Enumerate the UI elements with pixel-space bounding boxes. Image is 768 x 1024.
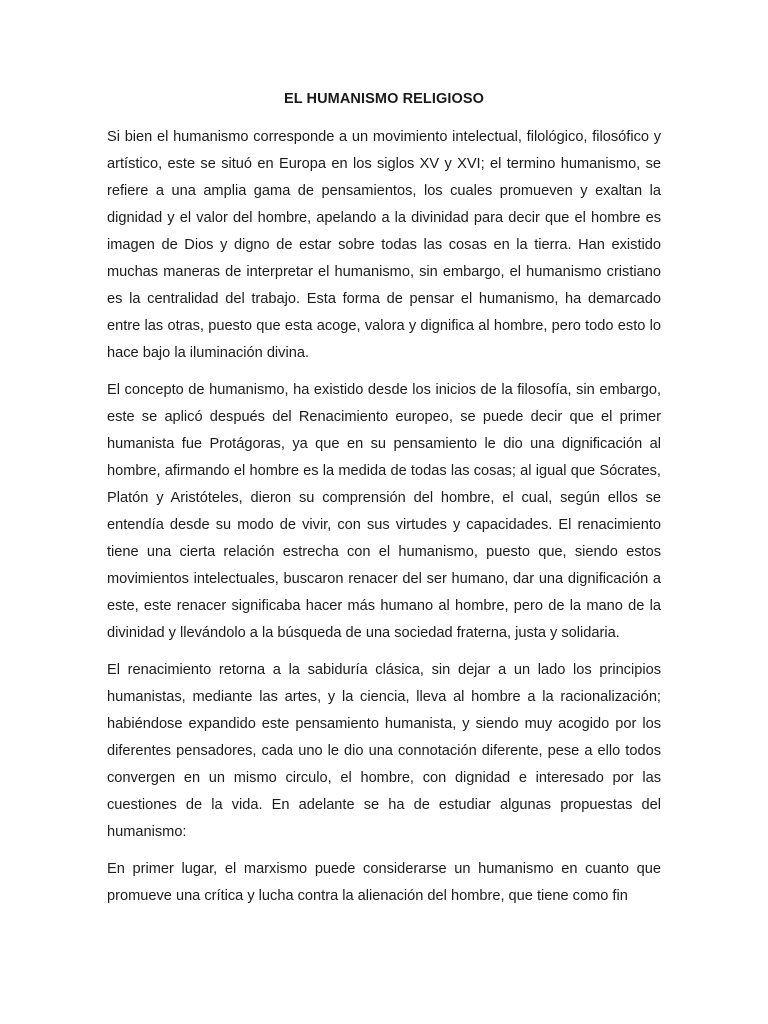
paragraph-4: En primer lugar, el marxismo puede considerarse un humanismo en cuanto que promueve una crítica y lucha contra la alienación del hombre, que tiene como fin: [107, 861, 661, 904]
document-body: [107, 124, 661, 920]
paragraph-3: El renacimiento retorna a la sabiduría clásica, sin dejar a un lado los principios humanistas, mediante las artes, y la ciencia, lleva al hombre a la racionalización; habiéndose expandido este pensamiento humanista, y siendo muy acogido por los diferentes pensadores, cada uno le dio una connotación diferente, pese a ello todos convergen en un mismo circulo, el hombre, con dignidad e interesado por las cuestiones de la vida. En adelante se ha de estudiar algunas propuestas del humanismo:: [107, 662, 661, 840]
document-title: EL HUMANISMO RELIGIOSO: [283, 91, 485, 107]
paragraph-2: El concepto de humanismo, ha existido desde los inicios de la filosofía, sin embargo, este se aplicó después del Renacimiento europeo, se puede decir que el primer humanista fue Protágoras, ya que en su pensamiento le dio una dignificación al hombre, afirmando el hombre es la medida de todas las cosas; al igual que Sócrates, Platón y Aristóteles, dieron su comprensión del hombre, el cual, según ellos se entendía desde su modo de vivir, con sus virtudes y capacidades. El renacimiento tiene una cierta relación estrecha con el humanismo, puesto que, siendo estos movimientos intelectuales, buscaron renacer del ser humano, dar una dignificación a este, este renacer significaba hacer más humano al hombre, pero de la mano de la divinidad y llevándolo a la búsqueda de una sociedad fraterna, justa y solidaria.: [107, 382, 661, 641]
paragraph-1: Si bien el humanismo corresponde a un movimiento intelectual, filológico, filosófico y artístico, este se situó en Europa en los siglos XV y XVI; el termino humanismo, se refiere a una amplia gama de pensamientos, los cuales promueven y exaltan la dignidad y el valor del hombre, apelando a la divinidad para decir que el hombre es imagen de Dios y digno de estar sobre todas las cosas en la tierra. Han existido muchas maneras de interpretar el humanismo, sin embargo, el humanismo cristiano es la centralidad del trabajo. Esta forma de pensar el humanismo, ha demarcado entre las otras, puesto que esta acoge, valora y dignifica al hombre, pero todo esto lo hace bajo la iluminación divina.: [107, 129, 661, 361]
